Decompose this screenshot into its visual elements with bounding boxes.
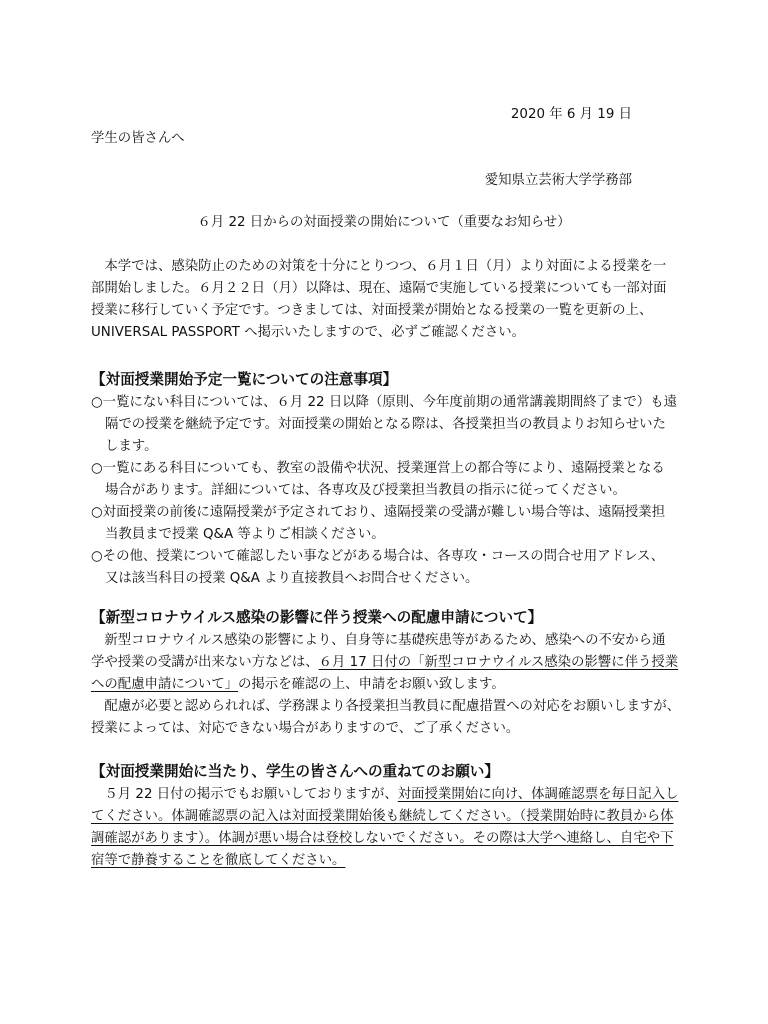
body-line: 新型コロナウイルス感染の影響により、自身等に基礎疾患等があるため、感染への不安から通 [91,633,666,648]
notice-title: ６月 22 日からの対面授業の開始について（重要なお知らせ） [197,215,571,230]
greeting: 学生の皆さんへ [91,131,185,146]
section-schedule-notes [91,368,681,590]
body-line [91,652,681,674]
note-item: ○対面授業の前後に遠隔授業が予定されており、遠隔授業の受講が難しい場合等は、遠隔授業担 [91,505,666,520]
intro-line: 授業に移行していく予定です。つきましては、対面授業が開始となる授業の一覧を更新の上、 [91,303,653,318]
emphasis-text: 対面授業開始に向け、体調確認票を毎日記入し [397,787,679,802]
document-date: 2020 年 6 月 19 日 [510,107,632,122]
note-item-continued: 場合があります。詳細については、各専攻及び授業担当教員の指示に従ってください。 [105,483,626,498]
emphasis-text: 宿等で静養することを徹底してください。 [91,853,346,868]
note-item-continued: 当教員まで授業 Q&A 等よりご相談ください。 [105,527,385,542]
body-line [91,850,681,872]
intro-line: UNIVERSAL PASSPORT へ掲示いたしますので、必ずご確認ください。 [91,325,526,340]
body-text: の掲示を確認の上、申請をお願い致します。 [238,677,505,692]
body-line: 授業によっては、対応できない場合がありますので、ご了承ください。 [91,721,520,736]
body-line: 配慮が必要と認められれば、学務課より各授業担当教員に配慮措置への対応をお願いしますが、 [91,699,681,714]
note-item-continued: 又は該当科目の授業 Q&A より直接教員へお問合せください。 [105,571,479,586]
intro-line: 本学では、感染防止のための対策を十分にとりつつ、６月１日（月）より対面による授業を一 [91,259,667,274]
body-text: ５月 22 日付の掲示でもお願いしておりますが、 [91,787,398,802]
section-repeated-request [91,760,681,872]
note-item: ○一覧にない科目については、６月 22 日以降（原則、今年度前期の通常講義期間終了まで）も遠 [91,395,677,410]
emphasis-line: てください。体調確認票の記入は対面授業開始後も継続してください。（授業開始時に教員から体 [91,809,674,824]
body-text: 学や授業の受講が出来ない方などは、 [91,655,319,670]
note-item-continued: 隔での授業を継続予定です。対面授業の開始となる際は、各授業担当の教員よりお知らせいた [105,417,666,432]
intro-line: 部開始しました。６月２２日（月）以降は、現在、遠隔で実施している授業についても一部対面 [91,281,667,296]
note-item: ○一覧にある科目についても、教室の設備や状況、授業運営上の都合等により、遠隔授業となる [91,461,665,476]
section-consideration-request [91,606,681,740]
notice-reference-link[interactable]: への配慮申請について」 [91,677,239,692]
notice-reference-link[interactable]: ６月 17 日付の「新型コロナウイルス感染の影響に伴う授業 [318,655,679,670]
intro-paragraph [91,256,681,344]
note-item: ○その他、授業について確認したい事などがある場合は、各専攻・コースの問合せ用アドレス、 [91,549,665,564]
organization-name: 愛知県立芸術大学学務部 [484,173,632,188]
body-line [91,674,681,696]
emphasis-line: 調確認があります）。体調が悪い場合は登校しないでください。その際は大学へ連絡し、自宅や下 [91,831,674,846]
section-heading: 【対面授業開始に当たり、学生の皆さんへの重ねてのお願い】 [91,763,499,780]
note-item-continued: します。 [105,439,158,454]
section-heading: 【新型コロナウイルス感染の影響に伴う授業への配慮申請について】 [91,609,543,626]
body-line [91,784,681,806]
section-heading: 【対面授業開始予定一覧についての注意事項】 [91,371,398,388]
